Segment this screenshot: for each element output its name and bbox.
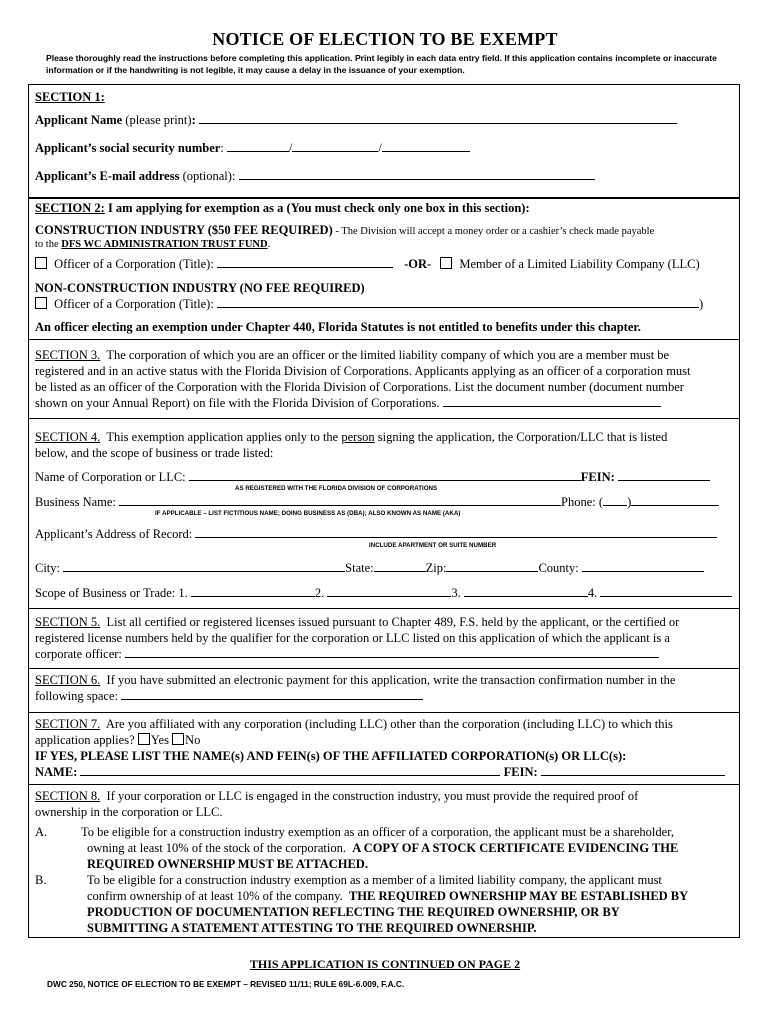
non-construction-row [35,296,703,312]
scope-field-2[interactable] [327,585,451,597]
affiliated-fein-field[interactable] [541,764,725,776]
ssn-field-1[interactable] [227,140,289,152]
section-4-text1c: signing the application, the Corporation/LLC that is listed [374,430,668,444]
instructions: Please thoroughly read the instructions before completing this application. Print legibly in each data entry field. If this application contains incomplete or inaccurate information or if the handwriting is not legible, it may cause a delay in the issuance of your exemption. [46,53,717,75]
fein-field[interactable] [618,469,710,481]
business-name-field[interactable] [119,494,561,506]
section-8-heading: SECTION 8. [35,789,101,803]
or-label: -OR- [404,257,432,271]
item-b-line2 [87,888,688,904]
section-5-text1: List all certified or registered licenses issued pursuant to Chapter 489, F.S. held by the applicant, or the certified or [106,615,680,629]
section-6-line1 [35,672,675,688]
applicant-name-row: Applicant Name (please print): [35,112,677,128]
section-2-heading-text: I am applying for exemption as a (You must check only one box in this section): [107,201,530,215]
address-row [35,526,717,542]
business-name-subcaption: IF APPLICABLE – LIST FICTITIOUS NAME; DOING BUSINESS AS (DBA); ALSO KNOWN AS NAME (AKA) [155,510,461,517]
address-subcaption: INCLUDE APARTMENT OR SUITE NUMBER [369,542,497,549]
section-6-heading: SECTION 6. [35,673,101,687]
nci-officer-checkbox[interactable] [35,297,47,309]
nci-officer-label: Officer of a Corporation (Title): [54,297,214,311]
phone-number-field[interactable] [631,494,719,506]
section-7 [29,712,739,785]
officer-corporation-label: Officer of a Corporation (Title): [54,257,214,271]
business-name-label: Business Name: [35,495,116,509]
section-8 [29,784,739,938]
item-a-line2 [87,840,678,856]
transaction-number-field[interactable] [121,688,423,700]
state-label: State: [345,561,374,575]
section-5-line2: registered license numbers held by the qualifier for the corporation or LLC listed on this application of which the applicant is a [35,631,670,645]
section-3-line1 [35,347,669,363]
section-3-line2: registered and in an active status with the Florida Division of Corporations. Applicants applying as an officer of a corporation must [35,364,691,378]
section-2-heading: SECTION 2: [35,201,105,215]
section-8-line1 [35,788,638,804]
scope-row [35,585,732,601]
ssn-field-3[interactable] [382,140,470,152]
county-field[interactable] [582,560,704,572]
non-construction-title: NON-CONSTRUCTION INDUSTRY (NO FEE REQUIRED) [35,281,365,295]
section-3 [29,339,739,419]
officer-title-field[interactable] [217,256,393,268]
scope-2-label: 2. [314,586,325,600]
construction-title: CONSTRUCTION INDUSTRY ($50 FEE REQUIRED) [35,223,333,237]
form-body [28,84,740,938]
phone-label: Phone: [561,495,596,509]
scope-field-3[interactable] [464,585,588,597]
zip-label: Zip: [425,561,447,575]
scope-3-label: 3. [451,586,461,600]
section-3-line3: be listed as an officer of the Corporation with the Florida Division of Corporations. List the document number (document number [35,380,684,394]
affiliated-yes-checkbox[interactable] [138,733,150,745]
section-7-text1: Are you affiliated with any corporation (including LLC) other than the corporation (including LLC) to which this [105,717,673,731]
phone-area-code-field[interactable] [603,494,627,506]
section-4-person: person [341,430,375,444]
email-label: Applicant’s E-mail address [35,169,180,183]
section-5-text3: corporate officer: [35,647,122,661]
section-4-text1a: This exemption application applies only to the [106,430,342,444]
trust-fund-name: DFS WC ADMINISTRATION TRUST FUND [61,239,268,250]
section-3-heading: SECTION 3. [35,348,101,362]
construction-note: - The Division will accept a money order or a cashier’s check made payable [332,226,655,237]
email-hint: (optional) [182,169,232,183]
section-4-line2: below, and the scope of business or trade listed: [35,446,274,460]
address-label: Applicant’s Address of Record: [35,527,193,541]
affiliated-instruction: IF YES, PLEASE LIST THE NAME(s) AND FEIN(s) OF THE AFFILIATED CORPORATION(s) OR LLC(s): [35,749,627,763]
section-5-heading: SECTION 5. [35,615,101,629]
section-6 [29,668,739,713]
construction-note-suffix: . [267,239,271,250]
applicant-name-label: Applicant Name [35,113,123,127]
affiliated-yes-label: Yes [150,733,169,747]
scope-4-label: 4. [587,586,598,600]
llc-member-label: Member of a Limited Liability Company (LLC) [459,257,700,271]
item-b-marker: B. [35,873,47,887]
city-field[interactable] [63,560,345,572]
city-state-row [35,560,704,576]
nci-officer-title-field[interactable] [217,296,699,308]
item-a-text2: owning at least 10% of the stock of the corporation. [87,841,346,855]
llc-member-checkbox[interactable] [440,257,452,269]
section-6-text1: If you have submitted an electronic payment for this application, write the transaction confirmation number in the [106,673,676,687]
state-field[interactable] [374,560,426,572]
section-8-text1: If your corporation or LLC is engaged in the construction industry, you must provide the required proof of [106,789,639,803]
business-row: Business Name: Phone: ( ) [35,494,719,510]
scope-field-4[interactable] [600,585,732,597]
applicant-name-hint: (please print) [125,113,192,127]
officer-corporation-checkbox[interactable] [35,257,47,269]
section-1 [29,85,739,199]
section-7-line2 [35,732,200,748]
section-1-heading: SECTION 1: [35,90,105,104]
ssn-label: Applicant’s social security number [35,141,221,155]
item-a-text2b: A COPY OF A STOCK CERTIFICATE EVIDENCING THE [352,841,679,855]
item-b-text2b: THE REQUIRED OWNERSHIP MAY BE ESTABLISHED BY [348,889,689,903]
page-title: NOTICE OF ELECTION TO BE EXEMPT [212,29,558,49]
section-7-line1 [35,716,673,732]
section-5-line3 [35,646,659,662]
continued-notice: THIS APPLICATION IS CONTINUED ON PAGE 2 [249,957,521,971]
corporation-row [35,469,710,485]
ssn-field-2[interactable] [292,140,378,152]
section-4-heading: SECTION 4. [35,430,101,444]
zip-field[interactable] [446,560,538,572]
section-8-line2: ownership in the corporation or LLC. [35,805,223,819]
benefits-warning: An officer electing an exemption under Chapter 440, Florida Statutes is not entitled to benefits under this chapter. [35,320,641,334]
affiliated-name-row [35,764,725,780]
corporation-name-field[interactable] [189,469,581,481]
section-6-text2: following space: [35,689,118,703]
email-field[interactable] [239,168,595,180]
item-b-line1: To be eligible for a construction industry exemption as a member of a limited liability company, the applicant must [87,873,662,887]
affiliated-fein-label: FEIN: [503,765,538,779]
section-7-heading: SECTION 7. [35,717,101,731]
item-a-line3: REQUIRED OWNERSHIP MUST BE ATTACHED. [87,857,368,871]
scope-field-1[interactable] [191,585,315,597]
item-b-line3: PRODUCTION OF DOCUMENTATION REFLECTING THE REQUIRED OWNERSHIP, OR BY [87,905,620,919]
section-3-text4: shown on your Annual Report) on file with the Florida Division of Corporations. [35,396,440,410]
section-6-line2 [35,688,423,704]
item-b-line4: SUBMITTING A STATEMENT ATTESTING TO THE REQUIRED OWNERSHIP. [87,921,537,935]
item-b-text2: confirm ownership of at least 10% of the company. [87,889,343,903]
fein-label: FEIN: [580,470,615,484]
section-2-heading-row [35,200,530,216]
affiliated-no-checkbox[interactable] [172,733,184,745]
section-3-text1: The corporation of which you are an officer or the limited liability company of which you are a member must be [106,348,670,362]
ssn-row: Applicant’s social security number: / / [35,140,470,156]
email-row: Applicant’s E-mail address (optional): [35,168,595,184]
section-5 [29,608,739,669]
construction-note-line2 [35,237,270,253]
section-4 [29,418,739,609]
applicant-name-field[interactable] [199,112,677,124]
affiliated-name-field[interactable] [80,764,500,776]
form-identifier: DWC 250, NOTICE OF ELECTION TO BE EXEMPT – REVISED 11/11; RULE 69L-6.009, F.A.C. [47,979,405,989]
section-3-line4 [35,395,661,411]
document-number-field[interactable] [443,395,661,407]
section-7-text2: application applies? [35,733,135,747]
section-5-line1 [35,614,679,630]
nci-paren: ) [698,297,704,311]
item-a-marker: A. [35,825,48,839]
section-2 [29,197,739,340]
corporation-name-label: Name of Corporation or LLC: [35,470,186,484]
address-field[interactable] [195,526,717,538]
affiliated-name-label: NAME: [35,765,78,779]
license-numbers-field[interactable] [125,646,659,658]
section-4-line1 [35,429,667,445]
city-label: City: [35,561,61,575]
item-a-line1: To be eligible for a construction industry exemption as an officer of a corporation, the applicant must be a shareholder, [81,825,674,839]
county-label: County: [538,561,579,575]
construction-options-row [35,256,700,272]
corporation-name-subcaption: AS REGISTERED WITH THE FLORIDA DIVISION OF CORPORATIONS [235,485,438,492]
affiliated-no-label: No [185,733,201,747]
scope-label: Scope of Business or Trade: 1. [35,586,188,600]
construction-note-prefix: to the [35,239,62,250]
